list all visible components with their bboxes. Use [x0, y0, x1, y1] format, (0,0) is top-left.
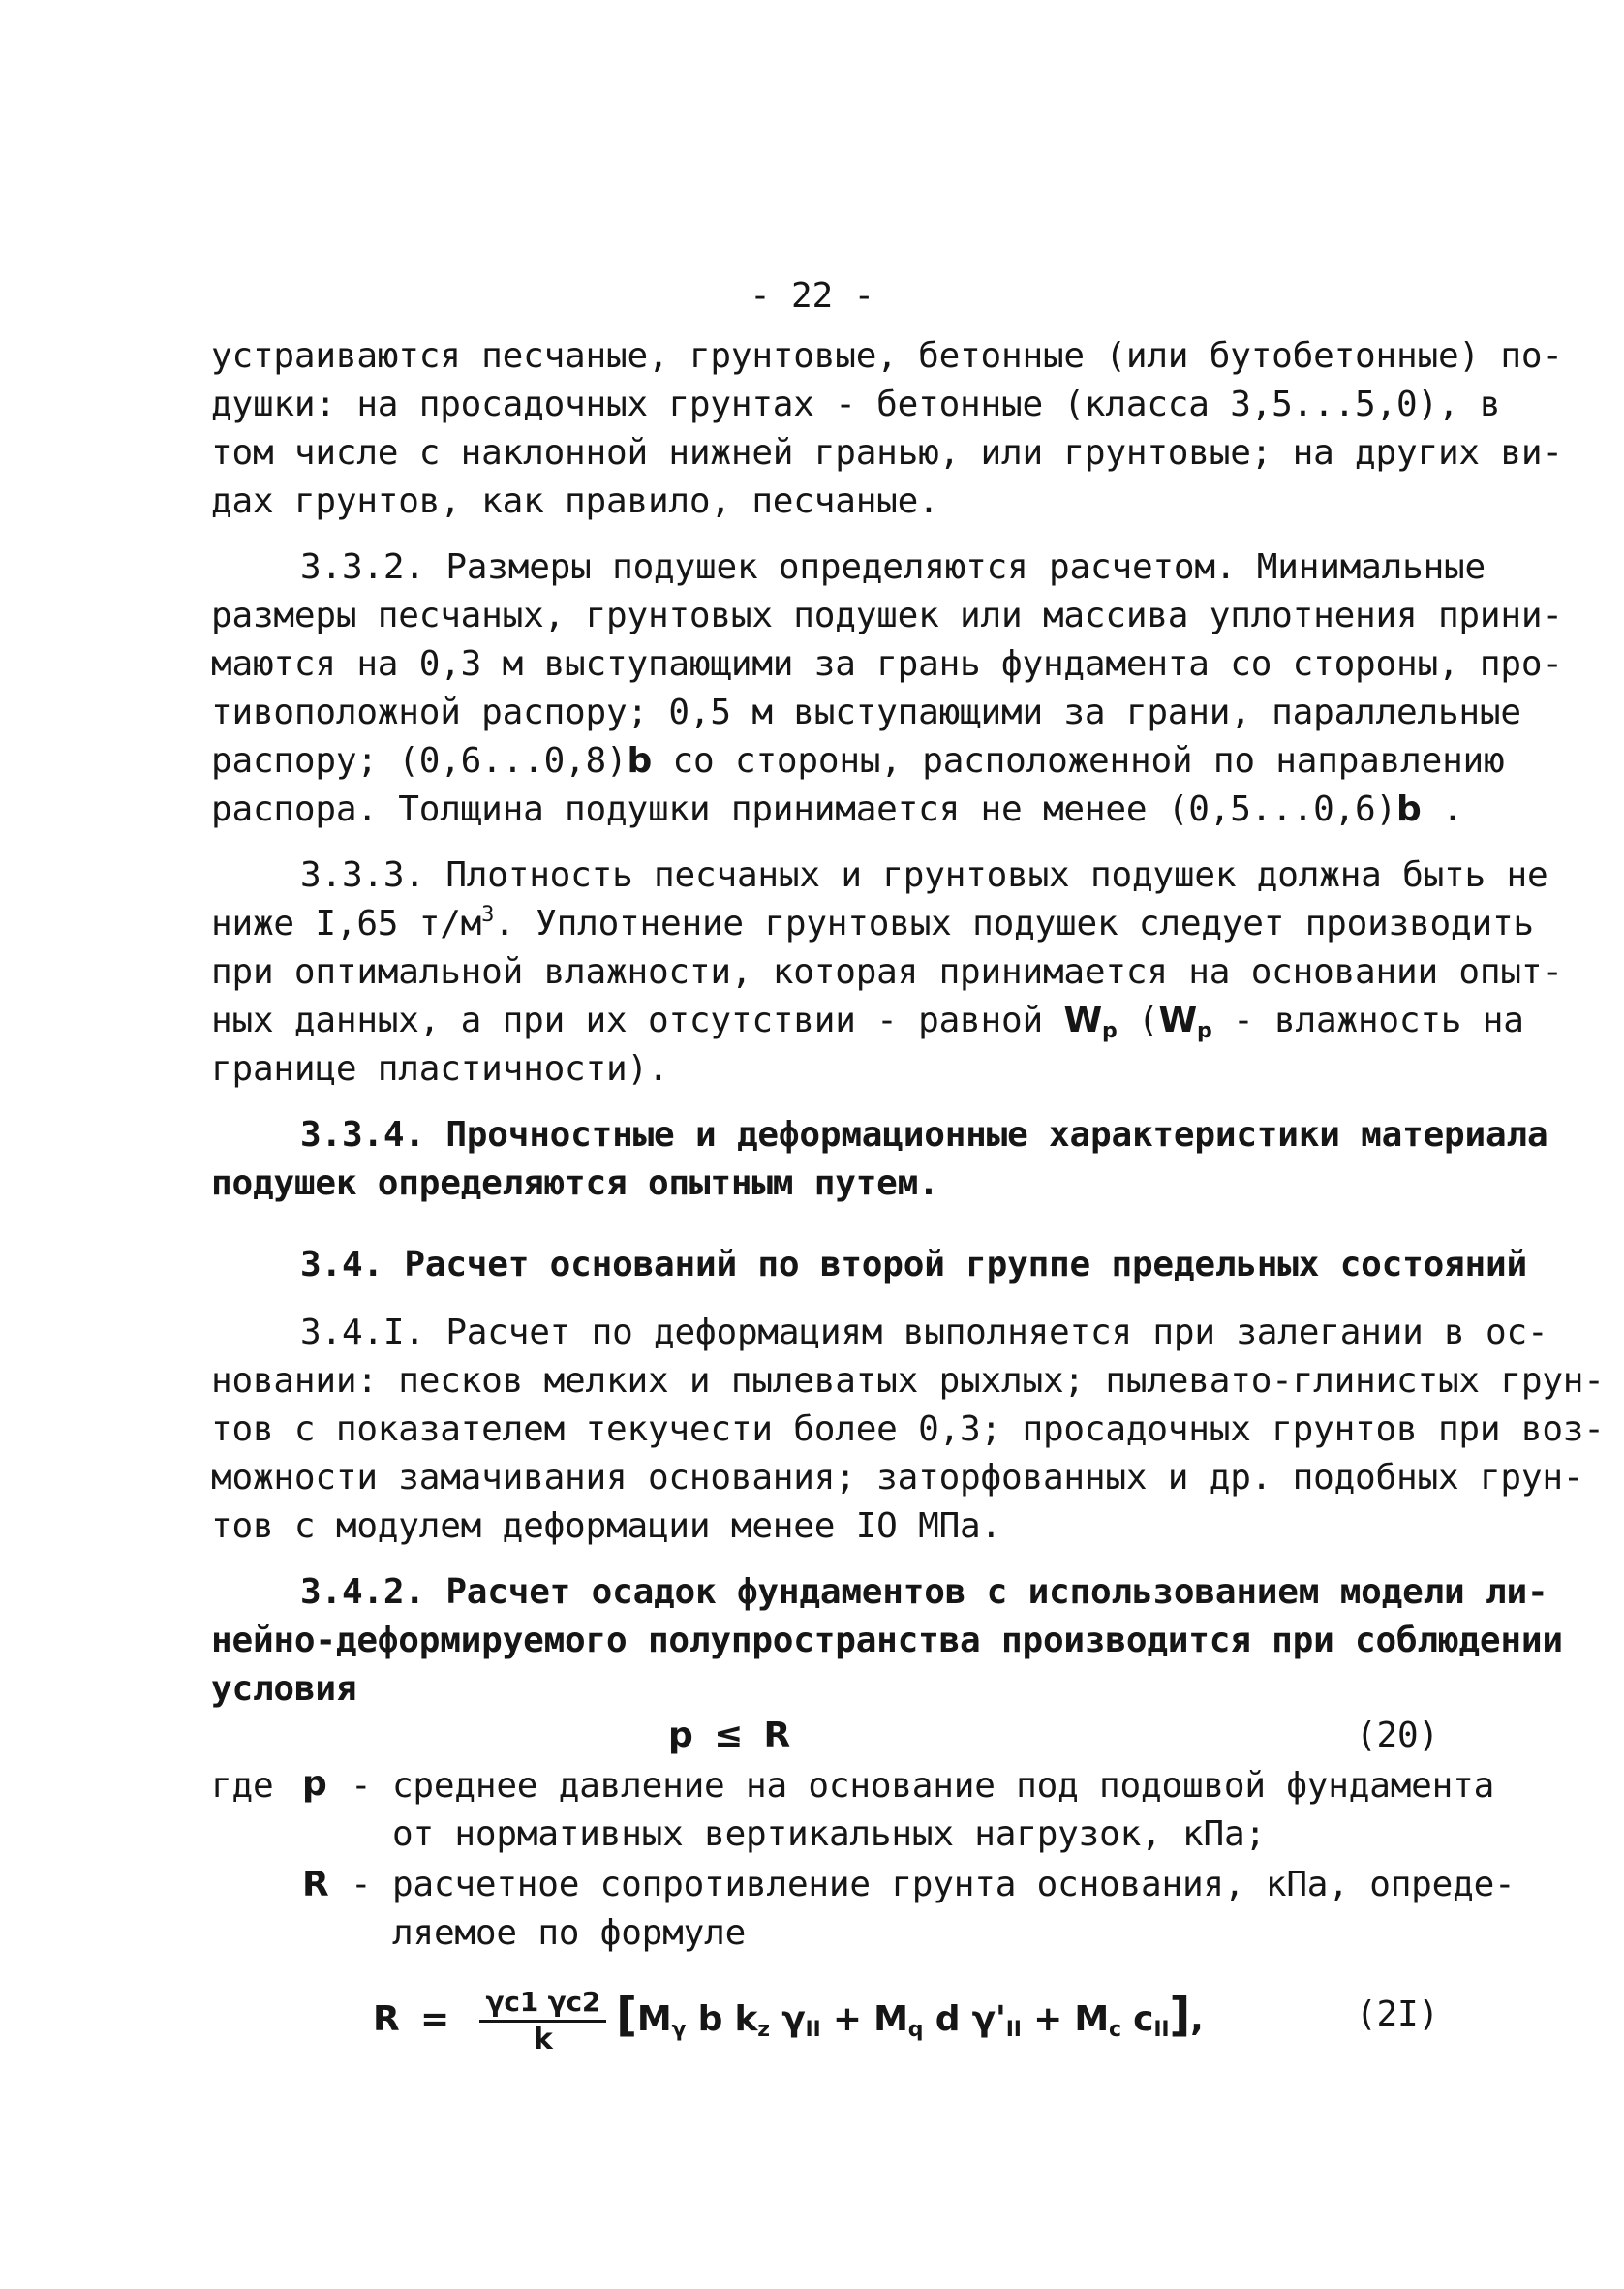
superscript: 3: [481, 903, 495, 927]
w-symbol: $W_p$: [1063, 1001, 1118, 1043]
paragraph-333-line: при оптимальной влажности, которая принимается на основании опыт-: [211, 952, 1563, 992]
eq21-fraction: [479, 1985, 606, 2057]
text-fragment: ниже I,65 т/м: [211, 904, 482, 943]
fraction-denominator: k: [533, 2022, 553, 2057]
paragraph-332-line: [211, 738, 1505, 785]
paragraph-341-line: 3.4.I. Расчет по деформациям выполняется при залегании в ос-: [300, 1313, 1548, 1352]
paragraph-332-line: [211, 787, 1463, 833]
where-p-description: - среднее давление на основание под подошвой фундамента: [351, 1766, 1495, 1806]
paragraph-332-line: тивоположной распору; 0,5 м выступающими за грани, параллельные: [211, 693, 1521, 732]
eq20-operator: ≤: [714, 1716, 744, 1755]
w-symbol: $W_p$: [1158, 1001, 1212, 1043]
equation-21: [373, 1976, 1204, 2057]
eq20-lhs: p: [668, 1716, 693, 1755]
p-symbol: p: [302, 1764, 327, 1804]
eq21-term-3: $M_c$ $c_{II}$: [1074, 1999, 1170, 2042]
paragraph-332-line: размеры песчаных, грунтовых подушек или массива уплотнения прини-: [211, 596, 1563, 635]
text-fragment: - влажность на: [1233, 1001, 1524, 1040]
eq21-lhs: R: [373, 1999, 400, 2039]
text-fragment: ных данных, а при их отсутствии - равной: [211, 1001, 1043, 1040]
paragraph-line: устраиваются песчаные, грунтовые, бетонные (или бутобетонные) по-: [211, 336, 1563, 376]
eq21-comma: ,: [1190, 1999, 1204, 2039]
paragraph-341-line: новании: песков мелких и пылеватых рыхлых; пылевато-глинистых грун-: [211, 1361, 1605, 1401]
paragraph-341-line: тов с модулем деформации менее IO МПа.: [211, 1506, 1002, 1546]
paragraph-342-line: нейно-деформируемого полупространства производится при соблюдении: [211, 1621, 1563, 1660]
r-symbol: R: [302, 1865, 329, 1904]
eq20-rhs: R: [763, 1716, 791, 1755]
b-symbol: b: [627, 741, 653, 781]
text-fragment: . Уплотнение грунтовых подушек следует производить: [494, 904, 1534, 943]
paragraph-line: том числе с наклонной нижней гранью, или грунтовые; на других ви-: [211, 433, 1563, 473]
paragraph-333-line: 3.3.3. Плотность песчаных и грунтовых подушек должна быть не: [300, 855, 1548, 895]
page-number: - 22 -: [750, 276, 874, 316]
where-r-description: - расчетное сопротивление грунта основания, кПа, опреде-: [351, 1865, 1516, 1904]
paragraph-332-line: маются на 0,3 м выступающими за грань фундамента со стороны, про-: [211, 644, 1563, 684]
section-heading: 3.4. Расчет оснований по второй группе предельных состояний: [300, 1245, 1527, 1284]
paragraph-341-line: тов с показателем текучести более 0,3; просадочных грунтов при воз-: [211, 1409, 1605, 1449]
equation-number-21: (2I): [1356, 1995, 1439, 2034]
eq21-term-1: $M_\gamma$ b $k_z$ $\gamma_{II}$: [636, 1999, 821, 2042]
paragraph-342-line: 3.4.2. Расчет осадок фундаментов с использованием модели ли-: [300, 1572, 1548, 1612]
close-bracket: ]: [1169, 1988, 1191, 2042]
paragraph-333-line: [211, 901, 1534, 947]
where-label: где: [211, 1766, 274, 1806]
plus-sign: +: [820, 1999, 874, 2039]
paragraph-332-line: 3.3.2. Размеры подушек определяются расчетом. Минимальные: [300, 547, 1486, 587]
paragraph-334-line: подушек определяются опытным путем.: [211, 1163, 939, 1203]
eq21-term-2: $M_q$ d $\gamma'_{II}$: [873, 1999, 1022, 2042]
text-fragment: со стороны, расположенной по направлению: [672, 741, 1505, 781]
paragraph-line: дах грунтов, как правило, песчаные.: [211, 481, 939, 521]
fraction-numerator: γc1 γc2: [479, 1985, 606, 2023]
where-p-description: от нормативных вертикальных нагрузок, кПа;: [392, 1814, 1266, 1854]
paragraph-341-line: можности замачивания основания; заторфованных и др. подобных грун-: [211, 1458, 1584, 1498]
text-fragment: распору; (0,6...0,8): [211, 741, 628, 781]
text-fragment: распора. Толщина подушки принимается не менее (0,5...0,6): [211, 789, 1397, 829]
text-fragment: .: [1442, 789, 1463, 829]
open-bracket: [: [616, 1988, 637, 2042]
plus-sign: +: [1021, 1999, 1075, 2039]
paragraph-342-line: условия: [211, 1669, 357, 1709]
paragraph-line: душки: на просадочных грунтах - бетонные (класса 3,5...5,0), в: [211, 385, 1501, 424]
equation-number-20: (20): [1356, 1716, 1439, 1755]
paragraph-333-line: [211, 998, 1524, 1044]
paragraph-333-line: границе пластичности).: [211, 1049, 669, 1089]
paragraph-334-line: 3.3.4. Прочностные и деформационные характеристики материала: [300, 1115, 1548, 1155]
eq21-equals: =: [420, 1999, 449, 2039]
equation-20: [668, 1713, 790, 1759]
b-symbol: b: [1396, 789, 1422, 829]
text-fragment: (: [1138, 1001, 1159, 1040]
where-r-description: ляемое по формуле: [392, 1913, 747, 1953]
